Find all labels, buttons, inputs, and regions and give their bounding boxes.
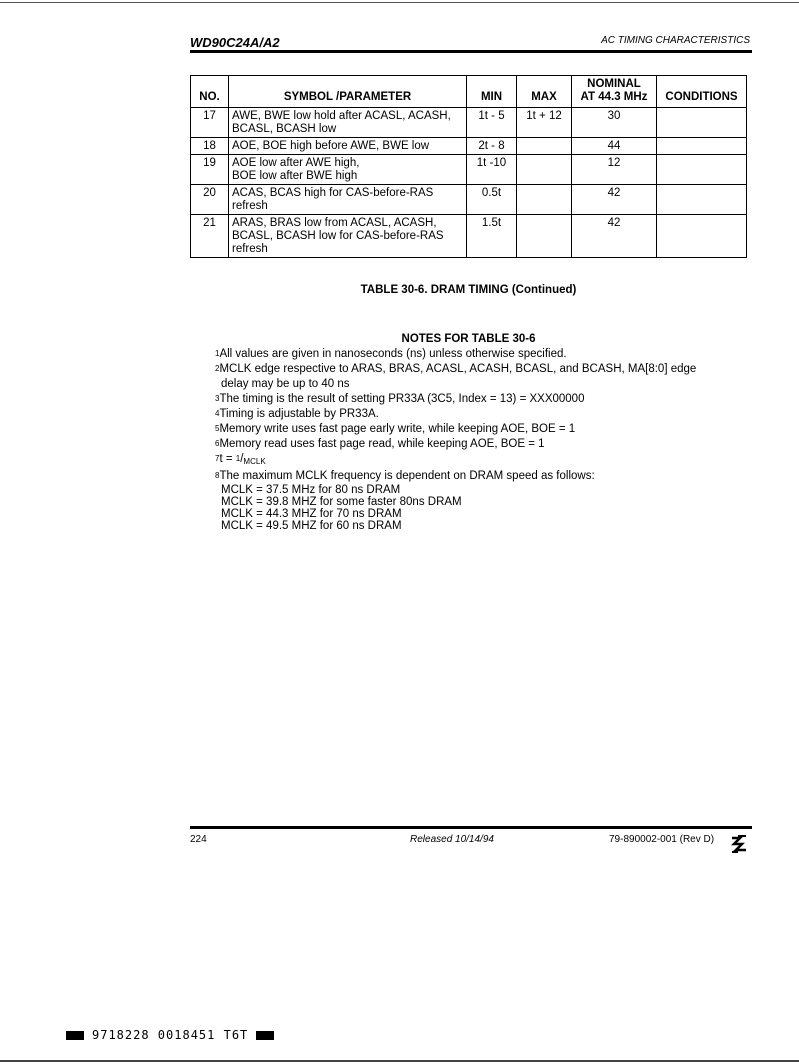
header-rule: [190, 50, 752, 53]
note-item: [215, 407, 735, 422]
note-text: All values are given in nanoseconds (ns) unless otherwise specified.: [219, 348, 567, 360]
cell-no: 20: [191, 185, 229, 215]
footer-rule: [190, 826, 752, 829]
nominal-header-line2: AT 44.3 MHz: [580, 91, 648, 103]
header-section-title: AC TIMING CHARACTERISTICS: [601, 35, 750, 46]
table-row: [191, 215, 747, 258]
note-number: 7: [215, 454, 220, 463]
cell-parameter: [229, 108, 467, 138]
note-text: The maximum MCLK frequency is dependent on DRAM speed as follows:: [219, 470, 595, 482]
cell-max: [517, 155, 572, 185]
note-number: 3: [215, 394, 220, 403]
mclk-frequency-line: MCLK = 39.8 MHZ for some faster 80ns DRAM: [221, 496, 462, 508]
note-item: [215, 437, 735, 452]
cell-no: 21: [191, 215, 229, 258]
note-text: t =: [219, 453, 236, 465]
notes-title: NOTES FOR TABLE 30-6: [401, 333, 536, 345]
note-text: Memory read uses fast page read, while keeping AOE, BOE = 1: [219, 438, 545, 450]
note-number: 4: [215, 409, 220, 418]
cell-max: [517, 185, 572, 215]
note-text: Timing is adjustable by PR33A.: [219, 408, 379, 420]
col-header-nominal: [572, 76, 657, 108]
release-date: Released 10/14/94: [410, 834, 494, 845]
header-product-title: WD90C24A/A2: [190, 35, 280, 50]
cell-conditions: [657, 215, 747, 258]
parameter-line: refresh: [232, 243, 268, 255]
mclk-frequency-line: MCLK = 49.5 MHZ for 60 ns DRAM: [221, 520, 402, 532]
cell-no: 19: [191, 155, 229, 185]
note-number: 2: [215, 364, 220, 373]
cell-nominal: 30: [572, 108, 657, 138]
table-row: [191, 108, 747, 138]
note-item: [215, 469, 735, 484]
parameter-line: ACAS, BCAS high for CAS-before-RAS: [232, 187, 434, 199]
note-number: 5: [215, 424, 220, 433]
mclk-frequency-line: MCLK = 44.3 MHZ for 70 ns DRAM: [221, 508, 402, 520]
cell-parameter: [229, 185, 467, 215]
note-text: MCLK edge respective to ARAS, BRAS, ACASL, ACASH, BCASL, and BCASH, MA[8:0] edge: [219, 363, 697, 375]
note-number: 1: [215, 349, 220, 358]
cell-conditions: [657, 108, 747, 138]
note-number: 8: [215, 471, 220, 480]
parameter-line: AWE, BWE low hold after ACASL, ACASH,: [232, 110, 451, 122]
note-item: [215, 347, 735, 362]
parameter-line: AOE low after AWE high,: [232, 157, 360, 169]
table-row: [191, 155, 747, 185]
parameter-line: BCASL, BCASH low for CAS-before-RAS: [232, 230, 444, 242]
col-header-symbol: SYMBOL /PARAMETER: [229, 76, 467, 108]
cell-no: 17: [191, 108, 229, 138]
cell-conditions: [657, 138, 747, 155]
note-item: [215, 362, 735, 377]
fraction-denominator: MCLK: [243, 457, 266, 466]
cell-max: 1t + 12: [517, 108, 572, 138]
nominal-header-line1: NOMINAL: [587, 78, 641, 90]
top-edge-line: [0, 2, 799, 3]
note-item: $^7t = ^1/_{MCLK}$: [215, 453, 266, 466]
table-row: [191, 185, 747, 215]
company-logo-icon: [730, 834, 748, 854]
cell-min: 1.5t: [467, 215, 517, 258]
note-continuation: [215, 377, 735, 392]
parameter-line: ARAS, BRAS low from ACASL, ACASH,: [232, 217, 437, 229]
cell-min: 1t - 5: [467, 108, 517, 138]
cell-nominal: 42: [572, 185, 657, 215]
barcode-block-left: [66, 1031, 84, 1040]
table-caption: TABLE 30-6. DRAM TIMING (Continued): [360, 284, 577, 296]
table-header-row: [191, 76, 747, 108]
cell-min: 0.5t: [467, 185, 517, 215]
barcode-text: 9718228 0018451 T6T: [92, 1028, 249, 1042]
barcode-block-right: [256, 1031, 274, 1040]
col-header-conditions: CONDITIONS: [657, 76, 747, 108]
col-header-min: MIN: [467, 76, 517, 108]
note-item: [215, 392, 735, 407]
cell-min: 2t - 8: [467, 138, 517, 155]
cell-max: [517, 138, 572, 155]
cell-parameter: [229, 155, 467, 185]
parameter-line: BCASL, BCASH low: [232, 123, 337, 135]
cell-parameter: [229, 138, 467, 155]
cell-nominal: 44: [572, 138, 657, 155]
table-body: [191, 108, 747, 258]
note-text: The timing is the result of setting PR33A (3C5, Index = 13) = XXX00000: [219, 393, 585, 405]
cell-parameter: [229, 215, 467, 258]
cell-nominal: 12: [572, 155, 657, 185]
cell-min: 1t -10: [467, 155, 517, 185]
page-number: 224: [190, 834, 207, 845]
cell-conditions: [657, 185, 747, 215]
note-number: 6: [215, 439, 220, 448]
cell-no: 18: [191, 138, 229, 155]
bottom-edge-line: [0, 1060, 799, 1062]
dram-timing-table: [190, 75, 747, 258]
note-item: [215, 422, 735, 437]
parameter-line: AOE, BOE high before AWE, BWE low: [232, 140, 430, 152]
cell-conditions: [657, 155, 747, 185]
cell-nominal: 42: [572, 215, 657, 258]
scan-barcode-line: [58, 1028, 282, 1042]
col-header-no: NO.: [191, 76, 229, 108]
document-number: 79-890002-001 (Rev D): [609, 834, 715, 845]
table-row: [191, 138, 747, 155]
cell-max: [517, 215, 572, 258]
note-text: Memory write uses fast page early write, while keeping AOE, BOE = 1: [219, 423, 576, 435]
fraction-numerator: 1: [235, 454, 241, 463]
col-header-max: MAX: [517, 76, 572, 108]
parameter-line: refresh: [232, 200, 268, 212]
notes-list: [215, 347, 735, 532]
parameter-line: BOE low after BWE high: [232, 170, 358, 182]
note-continuation-text: delay may be up to 40 ns: [221, 378, 350, 390]
mclk-frequency-line: MCLK = 37.5 MHz for 80 ns DRAM: [221, 484, 401, 496]
